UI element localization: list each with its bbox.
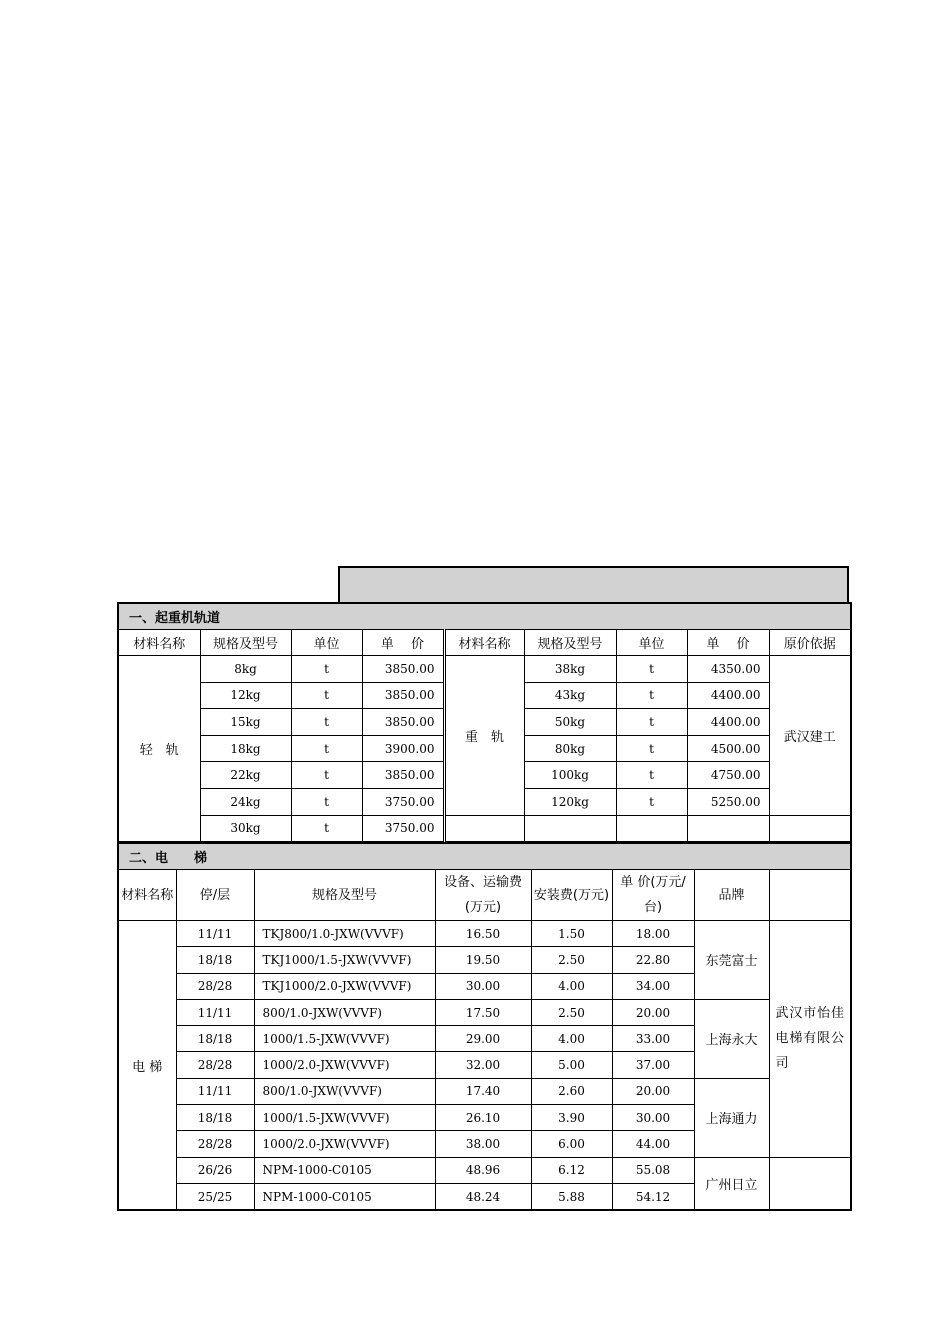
price-cell: 37.00 <box>612 1052 694 1078</box>
price-cell: 3750.00 <box>362 815 444 842</box>
price-cell: 3900.00 <box>362 735 444 762</box>
install-cell: 2.60 <box>531 1078 612 1104</box>
col-header: 材料名称 <box>118 630 200 656</box>
price-cell: 20.00 <box>612 1078 694 1104</box>
supplier-cell: 武汉市怡佳电梯有限公司 <box>769 921 851 1158</box>
section-title: 一、起重机轨道 <box>118 603 851 630</box>
price-cell: 4500.00 <box>687 735 769 762</box>
unit-cell: t <box>616 788 687 815</box>
spec-cell: 50kg <box>524 709 616 736</box>
spec-cell: 38kg <box>524 656 616 683</box>
price-cell: 4750.00 <box>687 762 769 789</box>
spec-cell: NPM-1000-C0105 <box>254 1157 435 1183</box>
equip-cell: 32.00 <box>435 1052 531 1078</box>
unit-cell: t <box>616 709 687 736</box>
col-header: 材料名称 <box>444 630 524 656</box>
col-header <box>769 870 851 921</box>
equip-cell: 16.50 <box>435 921 531 947</box>
col-header: 规格及型号 <box>200 630 291 656</box>
equip-cell: 19.50 <box>435 947 531 973</box>
price-cell: 3850.00 <box>362 762 444 789</box>
floors-cell: 25/25 <box>176 1183 254 1210</box>
spec-cell: 43kg <box>524 682 616 709</box>
spec-cell: TKJ1000/1.5-JXW(VVVF) <box>254 947 435 973</box>
elevator-table <box>117 842 852 1211</box>
install-cell: 5.00 <box>531 1052 612 1078</box>
spec-cell: 800/1.0-JXW(VVVF) <box>254 1078 435 1104</box>
install-cell: 6.00 <box>531 1131 612 1157</box>
crane-rail-table <box>117 602 852 843</box>
floors-cell: 11/11 <box>176 921 254 947</box>
spec-cell: 1000/2.0-JXW(VVVF) <box>254 1052 435 1078</box>
unit-cell: t <box>291 788 362 815</box>
spec-cell: 800/1.0-JXW(VVVF) <box>254 999 435 1025</box>
spec-cell: 24kg <box>200 788 291 815</box>
unit-cell: t <box>616 762 687 789</box>
equip-cell: 29.00 <box>435 1026 531 1052</box>
equip-cell: 30.00 <box>435 973 531 999</box>
empty-supplier-cell <box>769 1157 851 1210</box>
spec-cell: 120kg <box>524 788 616 815</box>
equip-cell: 17.40 <box>435 1078 531 1104</box>
spec-cell: 12kg <box>200 682 291 709</box>
spec-cell: 1000/2.0-JXW(VVVF) <box>254 1131 435 1157</box>
install-cell: 4.00 <box>531 1026 612 1052</box>
col-header: 单 价 <box>687 630 769 656</box>
col-header: 单位 <box>616 630 687 656</box>
material-name-elevator: 电 梯 <box>118 921 176 1211</box>
floors-cell: 11/11 <box>176 1078 254 1104</box>
install-cell: 5.88 <box>531 1183 612 1210</box>
spec-cell: 15kg <box>200 709 291 736</box>
material-name-light-rail: 轻 轨 <box>118 656 200 843</box>
price-cell: 30.00 <box>612 1105 694 1131</box>
install-cell: 6.12 <box>531 1157 612 1183</box>
spec-cell: TKJ1000/2.0-JXW(VVVF) <box>254 973 435 999</box>
equip-cell: 38.00 <box>435 1131 531 1157</box>
unit-cell: t <box>291 682 362 709</box>
price-cell: 3850.00 <box>362 709 444 736</box>
col-header: 原价依据 <box>769 630 851 656</box>
brand-cell: 上海通力 <box>694 1078 769 1157</box>
col-header: 规格及型号 <box>524 630 616 656</box>
price-cell: 18.00 <box>612 921 694 947</box>
unit-cell <box>616 815 687 842</box>
floors-cell: 28/28 <box>176 973 254 999</box>
unit-cell: t <box>291 762 362 789</box>
unit-cell: t <box>291 735 362 762</box>
spec-cell: TKJ800/1.0-JXW(VVVF) <box>254 921 435 947</box>
install-cell: 2.50 <box>531 947 612 973</box>
install-cell: 2.50 <box>531 999 612 1025</box>
price-cell: 3850.00 <box>362 682 444 709</box>
price-cell: 44.00 <box>612 1131 694 1157</box>
empty-cell <box>769 815 851 842</box>
price-cell: 55.08 <box>612 1157 694 1183</box>
col-header: 品牌 <box>694 870 769 921</box>
equip-cell: 17.50 <box>435 999 531 1025</box>
spec-cell: NPM-1000-C0105 <box>254 1183 435 1210</box>
price-cell: 4400.00 <box>687 709 769 736</box>
price-cell: 4350.00 <box>687 656 769 683</box>
floors-cell: 28/28 <box>176 1052 254 1078</box>
col-header: 单 价 <box>362 630 444 656</box>
spec-cell: 1000/1.5-JXW(VVVF) <box>254 1026 435 1052</box>
unit-cell: t <box>616 656 687 683</box>
price-cell: 4400.00 <box>687 682 769 709</box>
col-header: 安装费(万元) <box>531 870 612 921</box>
unit-cell: t <box>291 656 362 683</box>
col-header: 单 价(万元/台) <box>612 870 694 921</box>
spec-cell <box>524 815 616 842</box>
unit-cell: t <box>616 682 687 709</box>
col-header: 设备、运输费(万元) <box>435 870 531 921</box>
price-cell: 34.00 <box>612 973 694 999</box>
col-header: 单位 <box>291 630 362 656</box>
section-title: 二、电 梯 <box>118 843 851 870</box>
empty-cell <box>444 815 524 842</box>
equip-cell: 48.24 <box>435 1183 531 1210</box>
spec-cell: 18kg <box>200 735 291 762</box>
floors-cell: 18/18 <box>176 947 254 973</box>
floors-cell: 18/18 <box>176 1026 254 1052</box>
spec-cell: 8kg <box>200 656 291 683</box>
spec-cell: 100kg <box>524 762 616 789</box>
floors-cell: 26/26 <box>176 1157 254 1183</box>
unit-cell: t <box>616 735 687 762</box>
price-cell: 33.00 <box>612 1026 694 1052</box>
header-grey-box <box>338 566 849 602</box>
price-cell: 3850.00 <box>362 656 444 683</box>
spec-cell: 30kg <box>200 815 291 842</box>
price-cell: 20.00 <box>612 999 694 1025</box>
floors-cell: 28/28 <box>176 1131 254 1157</box>
install-cell: 1.50 <box>531 921 612 947</box>
spec-cell: 22kg <box>200 762 291 789</box>
unit-cell: t <box>291 709 362 736</box>
price-cell: 5250.00 <box>687 788 769 815</box>
install-cell: 3.90 <box>531 1105 612 1131</box>
brand-cell: 上海永大 <box>694 999 769 1078</box>
col-header: 规格及型号 <box>254 870 435 921</box>
brand-cell: 广州日立 <box>694 1157 769 1210</box>
unit-cell: t <box>291 815 362 842</box>
col-header: 材料名称 <box>118 870 176 921</box>
spec-cell: 1000/1.5-JXW(VVVF) <box>254 1105 435 1131</box>
col-header: 停/层 <box>176 870 254 921</box>
material-name-heavy-rail: 重 轨 <box>444 656 524 816</box>
floors-cell: 11/11 <box>176 999 254 1025</box>
spec-cell: 80kg <box>524 735 616 762</box>
brand-cell: 东莞富士 <box>694 921 769 1000</box>
price-cell <box>687 815 769 842</box>
floors-cell: 18/18 <box>176 1105 254 1131</box>
price-source: 武汉建工 <box>769 656 851 816</box>
price-cell: 54.12 <box>612 1183 694 1210</box>
install-cell: 4.00 <box>531 973 612 999</box>
price-cell: 22.80 <box>612 947 694 973</box>
equip-cell: 48.96 <box>435 1157 531 1183</box>
price-cell: 3750.00 <box>362 788 444 815</box>
equip-cell: 26.10 <box>435 1105 531 1131</box>
